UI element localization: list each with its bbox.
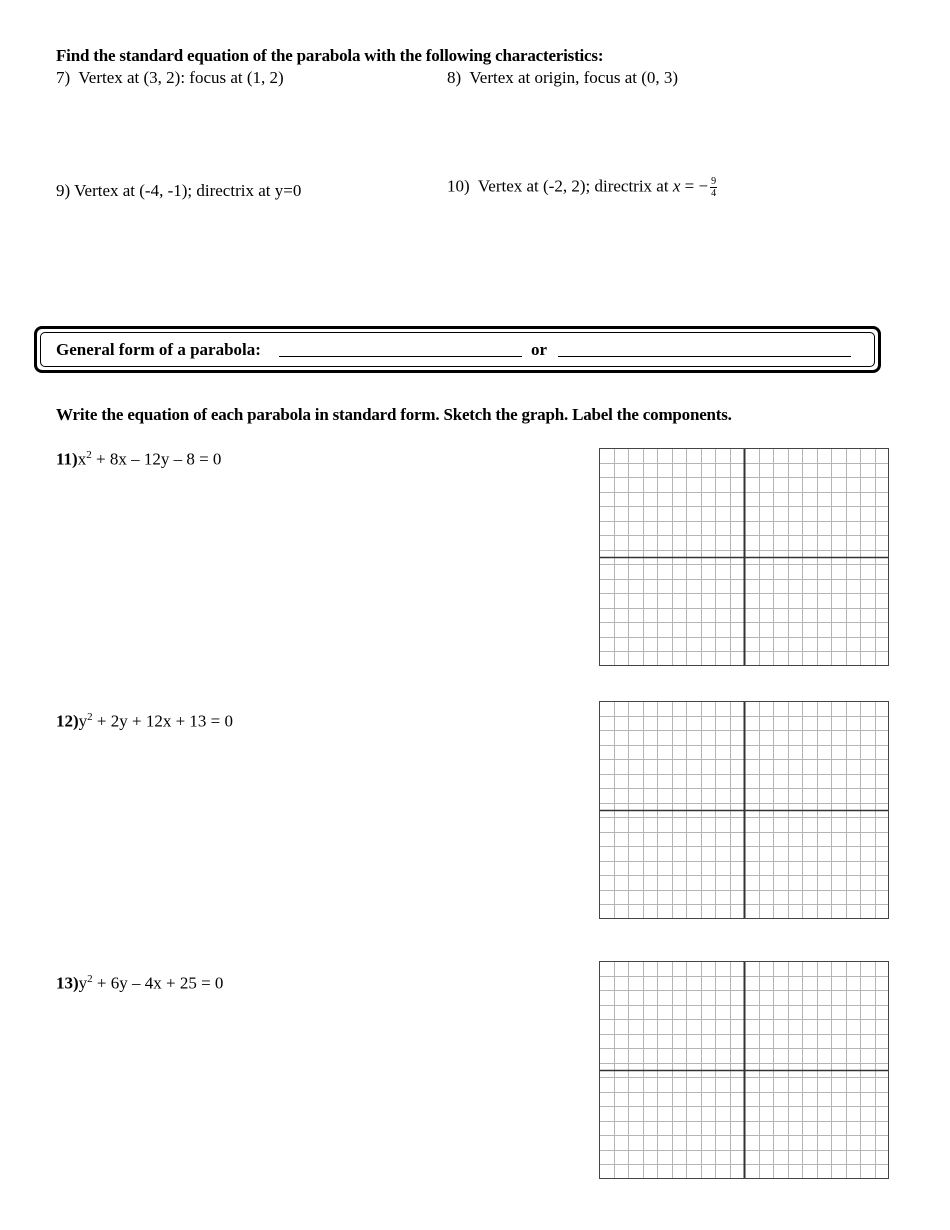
exponent: 2 bbox=[86, 449, 92, 461]
problem-number: 11) bbox=[56, 449, 78, 469]
equation-rest: + 8x – 12y – 8 = 0 bbox=[91, 449, 222, 469]
problem-7 bbox=[56, 68, 284, 88]
coordinate-grid-12[interactable] bbox=[599, 701, 889, 919]
problem-number: 8) bbox=[447, 68, 462, 87]
problem-number: 9) bbox=[56, 181, 71, 200]
section-2-heading: Write the equation of each parabola in standard form. Sketch the graph. Label the components. bbox=[56, 405, 732, 424]
grid-svg bbox=[599, 448, 889, 666]
problem-number: 13) bbox=[56, 973, 79, 993]
problem-9 bbox=[56, 181, 301, 201]
fraction-numerator: 9 bbox=[711, 176, 717, 187]
equation-rest: + 2y + 12x + 13 = 0 bbox=[92, 711, 234, 731]
problem-11 bbox=[56, 449, 221, 470]
general-form-blank-1[interactable] bbox=[279, 356, 522, 357]
coordinate-grid-11[interactable] bbox=[599, 448, 889, 666]
fraction bbox=[710, 176, 717, 199]
problem-12 bbox=[56, 711, 233, 732]
section-1-heading: Find the standard equation of the parabola with the following characteristics: bbox=[56, 46, 604, 65]
problem-number: 10) bbox=[447, 176, 470, 196]
math-variable: x bbox=[672, 176, 681, 196]
problem-text: Vertex at origin, focus at (0, 3) bbox=[469, 68, 679, 87]
equation-term: y bbox=[78, 973, 88, 993]
grid-svg bbox=[599, 961, 889, 1179]
exponent: 2 bbox=[87, 973, 93, 985]
problem-8 bbox=[447, 68, 678, 88]
equation-term: y bbox=[78, 711, 88, 731]
grid-svg bbox=[599, 701, 889, 919]
math-equals-minus: = − bbox=[684, 176, 709, 196]
equation-rest: + 6y – 4x + 25 = 0 bbox=[92, 973, 224, 993]
general-form-label: General form of a parabola: bbox=[56, 340, 261, 359]
general-form-blank-2[interactable] bbox=[558, 356, 851, 357]
problem-13 bbox=[56, 973, 223, 994]
problem-text: Vertex at (-2, 2); directrix at bbox=[477, 176, 669, 196]
problem-10 bbox=[447, 176, 717, 199]
problem-number: 7) bbox=[56, 68, 71, 87]
problem-text: Vertex at (3, 2): focus at (1, 2) bbox=[78, 68, 284, 87]
fraction-denominator: 4 bbox=[711, 188, 717, 199]
equation-term: x bbox=[77, 449, 87, 469]
problem-number: 12) bbox=[56, 711, 79, 731]
general-form-or: or bbox=[531, 340, 548, 359]
problem-text: Vertex at (-4, -1); directrix at y=0 bbox=[74, 181, 302, 200]
exponent: 2 bbox=[87, 711, 93, 723]
coordinate-grid-13[interactable] bbox=[599, 961, 889, 1179]
